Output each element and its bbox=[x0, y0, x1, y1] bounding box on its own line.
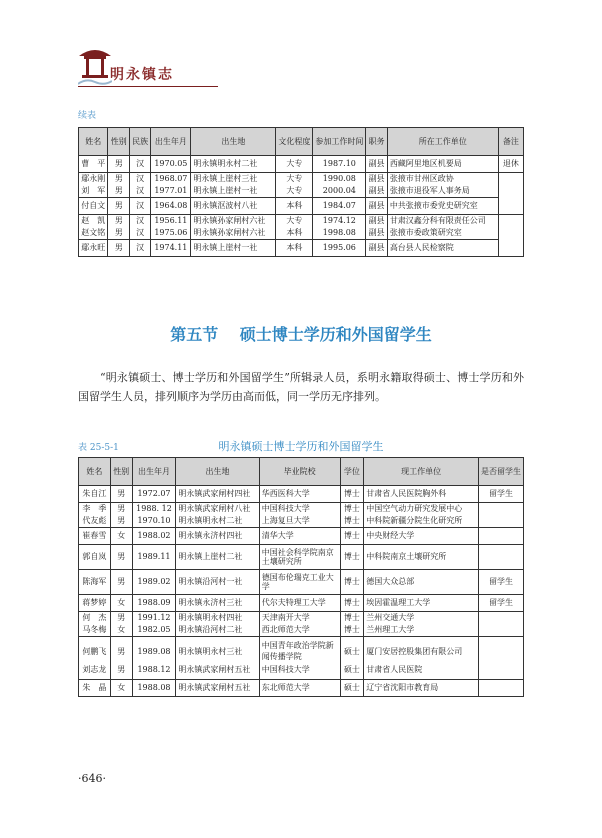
cell-degree: 硕士 bbox=[340, 680, 364, 697]
cell-gender: 女 bbox=[110, 528, 132, 545]
table-row bbox=[79, 486, 524, 503]
cell-place: 明永镇武家闸村四社 bbox=[176, 486, 259, 503]
cell-unit: 张掖市退役军人事务局 bbox=[389, 186, 470, 195]
cell-school: 上海复旦大学 bbox=[261, 516, 310, 525]
cell-birth: 1989.02 bbox=[132, 570, 176, 595]
cell-title: 副县 bbox=[366, 198, 387, 215]
cell-abroad: 留学生 bbox=[478, 570, 523, 595]
cell-unit: 中科院南京土壤研究所 bbox=[364, 545, 479, 570]
cell-gender: 男 bbox=[110, 486, 132, 503]
cell-edu: 本科 bbox=[286, 228, 303, 237]
cell-gender: 女 bbox=[110, 680, 132, 697]
cell-degree: 硕士 bbox=[343, 665, 360, 674]
cell-ethnic: 汉 bbox=[129, 240, 150, 257]
cell-gender: 男 bbox=[117, 647, 126, 656]
cell-place: 明永镇沤波村八社 bbox=[191, 198, 276, 215]
cell-birth: 1988.08 bbox=[132, 680, 176, 697]
cell-degree: 博士 bbox=[343, 516, 360, 525]
cell-place: 明永镇上崖村一社 bbox=[191, 240, 276, 257]
cell-name: 付自文 bbox=[79, 198, 108, 215]
cell-place: 明永镇孙家闸村六社 bbox=[193, 216, 266, 225]
t1-header-name: 姓名 bbox=[79, 128, 108, 156]
t1-header-note: 备注 bbox=[498, 128, 523, 156]
t2-header-place: 出生地 bbox=[176, 458, 259, 486]
table-row bbox=[79, 570, 524, 595]
cell-title: 副县 bbox=[366, 240, 387, 257]
t2-header-gender: 性别 bbox=[110, 458, 132, 486]
t2-header-name: 姓名 bbox=[79, 458, 111, 486]
cell-place: 明永镇明永村四社 bbox=[178, 613, 243, 622]
cell-unit: 高台县人民检察院 bbox=[387, 240, 498, 257]
cell-abroad bbox=[478, 545, 523, 570]
cell-unit: 甘肃汉鑫分科有限责任公司 bbox=[389, 216, 486, 225]
intro-paragraph: “明永镇硕士、博士学历和外国留学生”所辑录人员，系明永籍取得硕士、博士学历和外国留学生人员，排列顺序为学历由高而低，同一学历无序排列。 bbox=[78, 371, 524, 403]
cell-abroad bbox=[478, 637, 523, 680]
t2-header-unit: 现工作单位 bbox=[364, 458, 479, 486]
t1-header-ethnic: 民族 bbox=[129, 128, 150, 156]
cell-edu: 大专 bbox=[286, 186, 303, 195]
cell-note bbox=[498, 215, 523, 257]
table-row bbox=[79, 545, 524, 570]
cell-gender: 男 bbox=[117, 665, 126, 674]
cell-name: 何 杰 bbox=[82, 613, 107, 622]
cell-school: 代尔夫特理工大学 bbox=[259, 595, 340, 612]
cell-place: 明永镇上崖村三社 bbox=[193, 174, 258, 183]
cell-degree: 博士 bbox=[343, 613, 360, 622]
cell-degree: 博士 bbox=[340, 595, 364, 612]
cell-school: 华西医科大学 bbox=[259, 486, 340, 503]
t1-header-title: 职务 bbox=[366, 128, 387, 156]
table-row bbox=[79, 503, 524, 528]
cell-ethnic: 汉 bbox=[136, 186, 145, 195]
cell-place: 明永镇武家闸村八社 bbox=[178, 504, 251, 513]
t2-header-school: 毕业院校 bbox=[259, 458, 340, 486]
cell-place: 明永镇沿河村一社 bbox=[176, 570, 259, 595]
t2-header-abroad: 是否留学生 bbox=[478, 458, 523, 486]
cell-school: 中国社会科学院南京土壤研究所 bbox=[259, 545, 340, 570]
t1-header-place: 出生地 bbox=[191, 128, 276, 156]
cell-work: 1998.08 bbox=[322, 228, 356, 237]
pavilion-logo-icon bbox=[78, 44, 112, 88]
graduates-table bbox=[78, 457, 524, 697]
cell-degree: 博士 bbox=[343, 625, 360, 634]
t2-header-degree: 学位 bbox=[340, 458, 364, 486]
cell-gender: 男 bbox=[108, 198, 129, 215]
cell-ethnic: 汉 bbox=[136, 228, 145, 237]
cell-school: 德国布伦瑞克工业大学 bbox=[259, 570, 340, 595]
cell-note: 退休 bbox=[498, 156, 523, 173]
cell-unit: 中央财经大学 bbox=[364, 528, 479, 545]
cell-title: 副县 bbox=[368, 174, 385, 183]
table-row bbox=[79, 528, 524, 545]
cell-work: 1984.07 bbox=[313, 198, 366, 215]
cell-gender: 男 bbox=[114, 216, 123, 225]
cell-school: 天津南开大学 bbox=[261, 613, 310, 622]
cell-note bbox=[498, 173, 523, 215]
cell-name: 鄢永刚 bbox=[81, 174, 106, 183]
table-title: 明永镇硕士博士学历和外国留学生 bbox=[218, 440, 384, 453]
t1-header-work: 参加工作时间 bbox=[313, 128, 366, 156]
cell-name: 马冬梅 bbox=[82, 625, 107, 634]
cell-title: 副县 bbox=[368, 216, 385, 225]
cell-name: 何鹏飞 bbox=[82, 647, 107, 656]
cell-work: 1995.06 bbox=[313, 240, 366, 257]
t2-header-birth: 出生年月 bbox=[132, 458, 176, 486]
continued-label: 续表 bbox=[78, 111, 97, 121]
cell-name: 曹 平 bbox=[79, 156, 108, 173]
cell-unit: 西藏阿里地区机要局 bbox=[387, 156, 498, 173]
cell-birth: 1988.09 bbox=[132, 595, 176, 612]
cell-place: 明永镇明永村二社 bbox=[178, 516, 243, 525]
cell-abroad: 留学生 bbox=[478, 486, 523, 503]
cell-birth: 1988.02 bbox=[132, 528, 176, 545]
cell-unit: 中国空气动力研究发展中心 bbox=[366, 504, 463, 513]
cell-unit: 中共张掖市委党史研究室 bbox=[387, 198, 498, 215]
t1-header-edu: 文化程度 bbox=[276, 128, 313, 156]
cell-name: 崔春雪 bbox=[79, 528, 111, 545]
cell-birth: 1974.11 bbox=[151, 240, 191, 257]
cell-unit: 张掖市甘州区政协 bbox=[389, 174, 454, 183]
cell-abroad bbox=[478, 612, 523, 637]
cell-gender: 男 bbox=[110, 545, 132, 570]
cell-title: 副县 bbox=[368, 228, 385, 237]
book-title: 明永镇志 bbox=[110, 67, 174, 83]
cell-birth: 1964.08 bbox=[151, 198, 191, 215]
cell-place: 明永镇永济村四社 bbox=[176, 528, 259, 545]
cell-place: 明永镇上崖村一社 bbox=[193, 186, 258, 195]
cell-unit: 甘肃省人民医院 bbox=[366, 665, 423, 674]
cell-unit: 兰州交通大学 bbox=[366, 613, 415, 622]
cell-edu: 大专 bbox=[276, 156, 313, 173]
cell-place: 明永镇武家闸村五社 bbox=[176, 680, 259, 697]
cell-school: 清华大学 bbox=[259, 528, 340, 545]
cell-birth: 1970.05 bbox=[151, 156, 191, 173]
cell-birth: 1968.07 bbox=[154, 174, 188, 183]
cell-gender: 男 bbox=[114, 228, 123, 237]
cell-name: 刘志龙 bbox=[82, 665, 107, 674]
cell-title: 副县 bbox=[368, 186, 385, 195]
cell-unit: 甘肃省人民医院胸外科 bbox=[364, 486, 479, 503]
cell-abroad bbox=[478, 503, 523, 528]
cell-name: 赵文铭 bbox=[81, 228, 106, 237]
cell-birth: 1970.10 bbox=[137, 516, 171, 525]
cell-unit: 厦门安居控股集团有限公司 bbox=[366, 647, 463, 656]
table-row bbox=[79, 215, 524, 240]
cell-unit: 埃因霍温理工大学 bbox=[364, 595, 479, 612]
cell-place: 明永镇孙家闸村六社 bbox=[193, 228, 266, 237]
cell-birth: 1977.01 bbox=[154, 186, 188, 195]
cell-name: 刘 军 bbox=[81, 186, 106, 195]
t1-header-unit: 所在工作单位 bbox=[387, 128, 498, 156]
table-row bbox=[79, 173, 524, 198]
cell-birth: 1982.05 bbox=[137, 625, 171, 634]
cell-school: 东北师范大学 bbox=[259, 680, 340, 697]
table-number: 表 25-5-1 bbox=[78, 443, 119, 453]
cell-gender: 男 bbox=[114, 186, 123, 195]
cell-degree: 博士 bbox=[340, 545, 364, 570]
cell-title: 副县 bbox=[366, 156, 387, 173]
table-row bbox=[79, 240, 524, 257]
cell-birth: 1972.07 bbox=[132, 486, 176, 503]
cell-name: 朱 晶 bbox=[79, 680, 111, 697]
page-header bbox=[78, 44, 278, 90]
cell-edu: 本科 bbox=[276, 198, 313, 215]
cell-name: 赵 凯 bbox=[81, 216, 106, 225]
cell-gender: 男 bbox=[117, 504, 126, 513]
t1-header-gender: 性别 bbox=[108, 128, 129, 156]
cell-ethnic: 汉 bbox=[129, 198, 150, 215]
cell-name: 朱自江 bbox=[79, 486, 111, 503]
cell-unit: 德国大众总部 bbox=[364, 570, 479, 595]
table-row bbox=[79, 156, 524, 173]
cell-school: 西北师范大学 bbox=[261, 625, 310, 634]
cell-abroad bbox=[478, 680, 523, 697]
cell-place: 明永镇上崖村二社 bbox=[176, 545, 259, 570]
cell-name: 郭自岚 bbox=[79, 545, 111, 570]
cell-gender: 男 bbox=[108, 240, 129, 257]
cell-work: 1990.08 bbox=[322, 174, 356, 183]
cell-school: 中国科技大学 bbox=[261, 504, 310, 513]
cell-name: 李 季 bbox=[82, 504, 107, 513]
cell-school: 中国青年政治学院新闻传播学院 bbox=[261, 641, 334, 661]
cell-edu: 大专 bbox=[286, 174, 303, 183]
cell-name: 蒋梦婷 bbox=[79, 595, 111, 612]
table-row bbox=[79, 637, 524, 680]
cell-unit: 中科院新疆分院生化研究所 bbox=[366, 516, 463, 525]
cell-work: 2000.04 bbox=[322, 186, 356, 195]
t1-header-birth: 出生年月 bbox=[151, 128, 191, 156]
cell-unit: 兰州理工大学 bbox=[366, 625, 415, 634]
section-title: 第五节 硕士博士学历和外国留学生 bbox=[170, 325, 432, 344]
table-row bbox=[79, 612, 524, 637]
cell-ethnic: 汉 bbox=[136, 216, 145, 225]
cell-birth: 1975.06 bbox=[154, 228, 188, 237]
cell-degree: 博士 bbox=[343, 504, 360, 513]
cell-place: 明永镇沿河村二社 bbox=[178, 625, 243, 634]
cell-degree: 博士 bbox=[340, 528, 364, 545]
cell-abroad: 留学生 bbox=[478, 595, 523, 612]
cell-ethnic: 汉 bbox=[136, 174, 145, 183]
cell-gender: 男 bbox=[110, 570, 132, 595]
cell-birth: 1989.11 bbox=[132, 545, 176, 570]
cell-birth: 1991.12 bbox=[137, 613, 171, 622]
cell-birth: 1956.11 bbox=[154, 216, 188, 225]
table-row bbox=[79, 595, 524, 612]
cell-name: 鄢永旺 bbox=[79, 240, 108, 257]
table-row bbox=[79, 198, 524, 215]
cell-name: 代友彪 bbox=[82, 516, 107, 525]
cell-edu: 本科 bbox=[276, 240, 313, 257]
table-row bbox=[79, 680, 524, 697]
cell-birth: 1989.08 bbox=[137, 647, 171, 656]
cell-gender: 男 bbox=[114, 174, 123, 183]
cell-gender: 男 bbox=[117, 516, 126, 525]
cell-place: 明永镇永济村三社 bbox=[176, 595, 259, 612]
header-rule bbox=[78, 86, 218, 87]
cell-unit: 辽宁省沈阳市教育局 bbox=[364, 680, 479, 697]
cell-birth: 1988.12 bbox=[137, 665, 171, 674]
cell-degree: 博士 bbox=[340, 486, 364, 503]
cell-ethnic: 汉 bbox=[129, 156, 150, 173]
cell-edu: 大专 bbox=[286, 216, 303, 225]
page-number: ·646· bbox=[78, 772, 106, 785]
cell-place: 明永镇明永村三社 bbox=[178, 647, 243, 656]
cell-gender: 女 bbox=[117, 625, 126, 634]
cell-birth: 1988. 12 bbox=[136, 504, 172, 513]
cell-name: 陈海军 bbox=[79, 570, 111, 595]
cell-work: 1987.10 bbox=[313, 156, 366, 173]
cell-place: 明永镇明永村二社 bbox=[191, 156, 276, 173]
cell-degree: 博士 bbox=[340, 570, 364, 595]
cell-school: 中国科技大学 bbox=[261, 665, 310, 674]
cell-degree: 硕士 bbox=[343, 647, 360, 656]
cell-gender: 男 bbox=[108, 156, 129, 173]
cell-unit: 张掖市委政策研究室 bbox=[389, 228, 462, 237]
cell-abroad bbox=[478, 528, 523, 545]
officials-table bbox=[78, 127, 524, 257]
cell-gender: 女 bbox=[110, 595, 132, 612]
cell-work: 1974.12 bbox=[322, 216, 356, 225]
cell-place: 明永镇武家闸村五社 bbox=[178, 665, 251, 674]
cell-gender: 男 bbox=[117, 613, 126, 622]
